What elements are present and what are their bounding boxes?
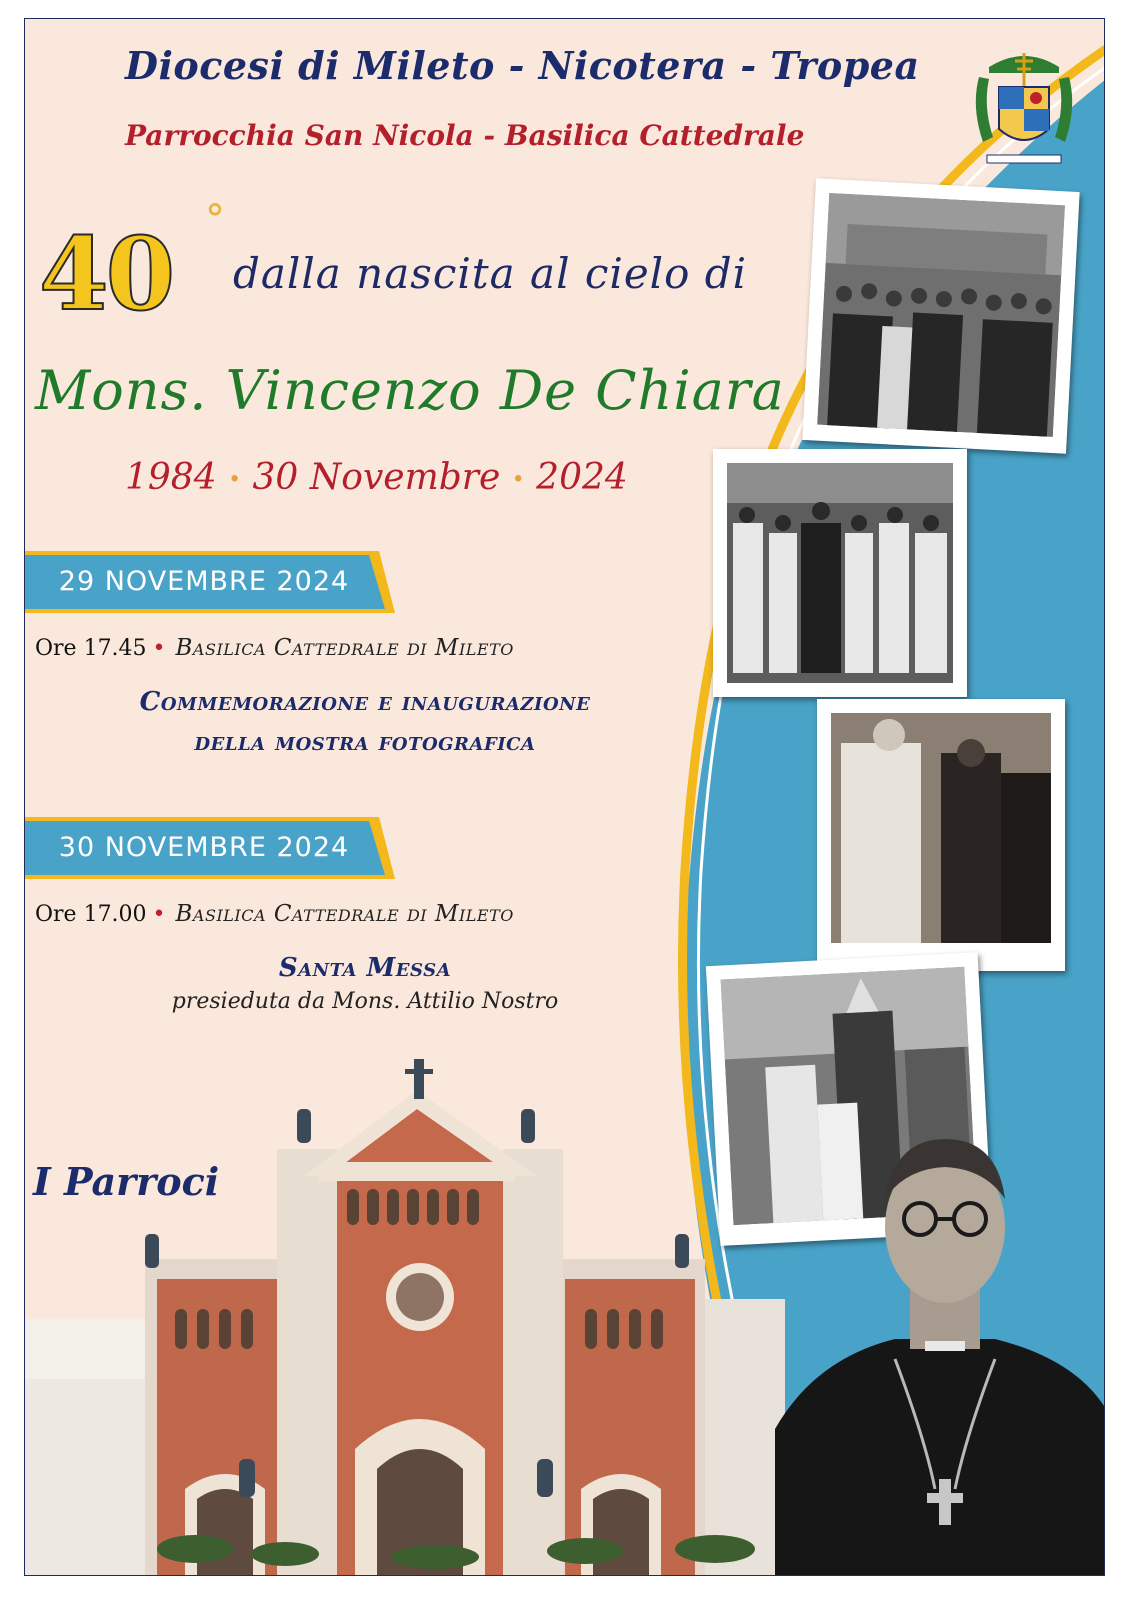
- diocese-crest: [969, 47, 1079, 173]
- date-start: 1984: [125, 457, 217, 498]
- diocese-title: Diocesi di Mileto - Nicotera - Tropea: [125, 43, 920, 88]
- parish-title: Parrocchia San Nicola - Basilica Cattedrale: [125, 119, 805, 152]
- portrait-photo: [775, 1109, 1105, 1576]
- degree-symbol: °: [205, 197, 225, 243]
- event-date-banner: [24, 817, 395, 879]
- pope-greeting-photo: [817, 699, 1065, 971]
- event-time-line: [35, 901, 514, 927]
- event-date-banner: [24, 551, 395, 613]
- event-description: della mostra fotografica: [194, 727, 536, 757]
- date-separator: •: [511, 467, 525, 493]
- signature: I Parroci: [33, 1159, 220, 1204]
- poster-frame: [24, 18, 1105, 1576]
- event-time: Ore 17.00: [35, 902, 147, 927]
- date-separator: •: [228, 467, 242, 493]
- event-presider: presieduta da Mons. Attilio Nostro: [171, 989, 559, 1014]
- date-end: 2024: [536, 457, 628, 498]
- event-time-line: [35, 635, 514, 661]
- anniversary-subtitle: dalla nascita al cielo di: [233, 249, 748, 298]
- anniversary-number: 40: [39, 215, 173, 333]
- honoree-name: Mons. Vincenzo De Chiara: [35, 359, 785, 422]
- date-line: [125, 457, 628, 498]
- date-middle: 30 Novembre: [252, 457, 501, 498]
- group-photo: [713, 449, 967, 697]
- event-description: Santa Messa: [278, 953, 452, 983]
- event-place: Basilica Cattedrale di Mileto: [175, 901, 514, 927]
- event-time: Ore 17.45: [35, 636, 147, 661]
- event-description: Commemorazione e inaugurazione: [139, 687, 591, 717]
- bullet: •: [152, 636, 166, 661]
- bullet: •: [152, 902, 166, 927]
- crowd-photo: [802, 178, 1079, 453]
- event-date-label: 30 NOVEMBRE 2024: [58, 832, 350, 863]
- event-date-label: 29 NOVEMBRE 2024: [58, 566, 350, 597]
- event-place: Basilica Cattedrale di Mileto: [175, 635, 514, 661]
- cathedral-photo: [25, 1029, 785, 1576]
